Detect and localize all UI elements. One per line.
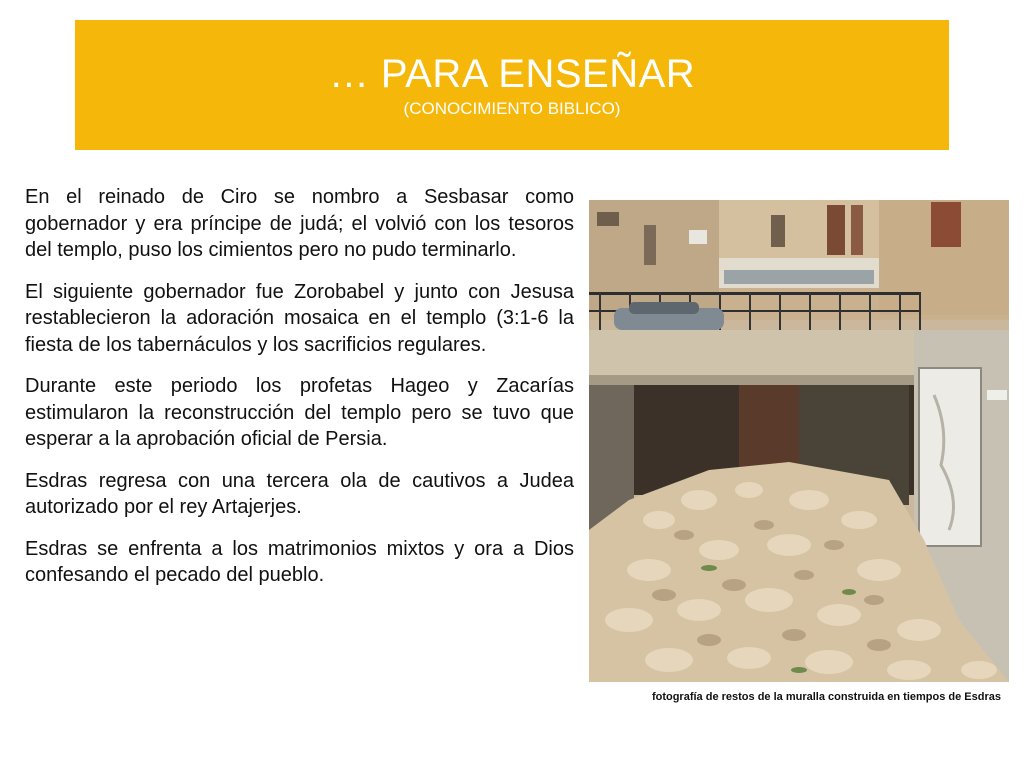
body-text bbox=[25, 184, 574, 604]
paragraph-profetas: Durante este periodo los profetas Hageo y Zacarías estimularon la reconstrucción del templo pero se tuvo que esperar a la aprobación oficial de Persia. bbox=[25, 375, 574, 450]
wall-ruins-photo bbox=[589, 200, 1009, 682]
paragraph-esdras-regresa: Esdras regresa con una tercera ola de cautivos a Judea autorizado por el rey Artajerjes. bbox=[25, 469, 574, 518]
slide-subtitle: (CONOCIMIENTO BIBLICO) bbox=[403, 99, 621, 118]
paragraph-zorobabel: El siguiente gobernador fue Zorobabel y junto con Jesusa restablecieron la adoración mosaica en el templo (3:1-6 la fiesta de los tabernáculos y los sacrificios regulares. bbox=[25, 280, 574, 356]
paragraph-esdras-matrimonios: Esdras se enfrenta a los matrimonios mixtos y ora a Dios confesando el pecado del pueblo. bbox=[25, 537, 574, 586]
photo-caption: fotografía de restos de la muralla construida en tiempos de Esdras bbox=[651, 691, 1001, 703]
paragraph-ciro: En el reinado de Ciro se nombro a Sesbasar como gobernador y era príncipe de judá; el volvió con los tesoros del templo, puso los cimientos pero no pudo terminarlo. bbox=[25, 186, 574, 261]
title-banner bbox=[75, 20, 949, 150]
slide-title: … PARA ENSEÑAR bbox=[328, 52, 696, 96]
